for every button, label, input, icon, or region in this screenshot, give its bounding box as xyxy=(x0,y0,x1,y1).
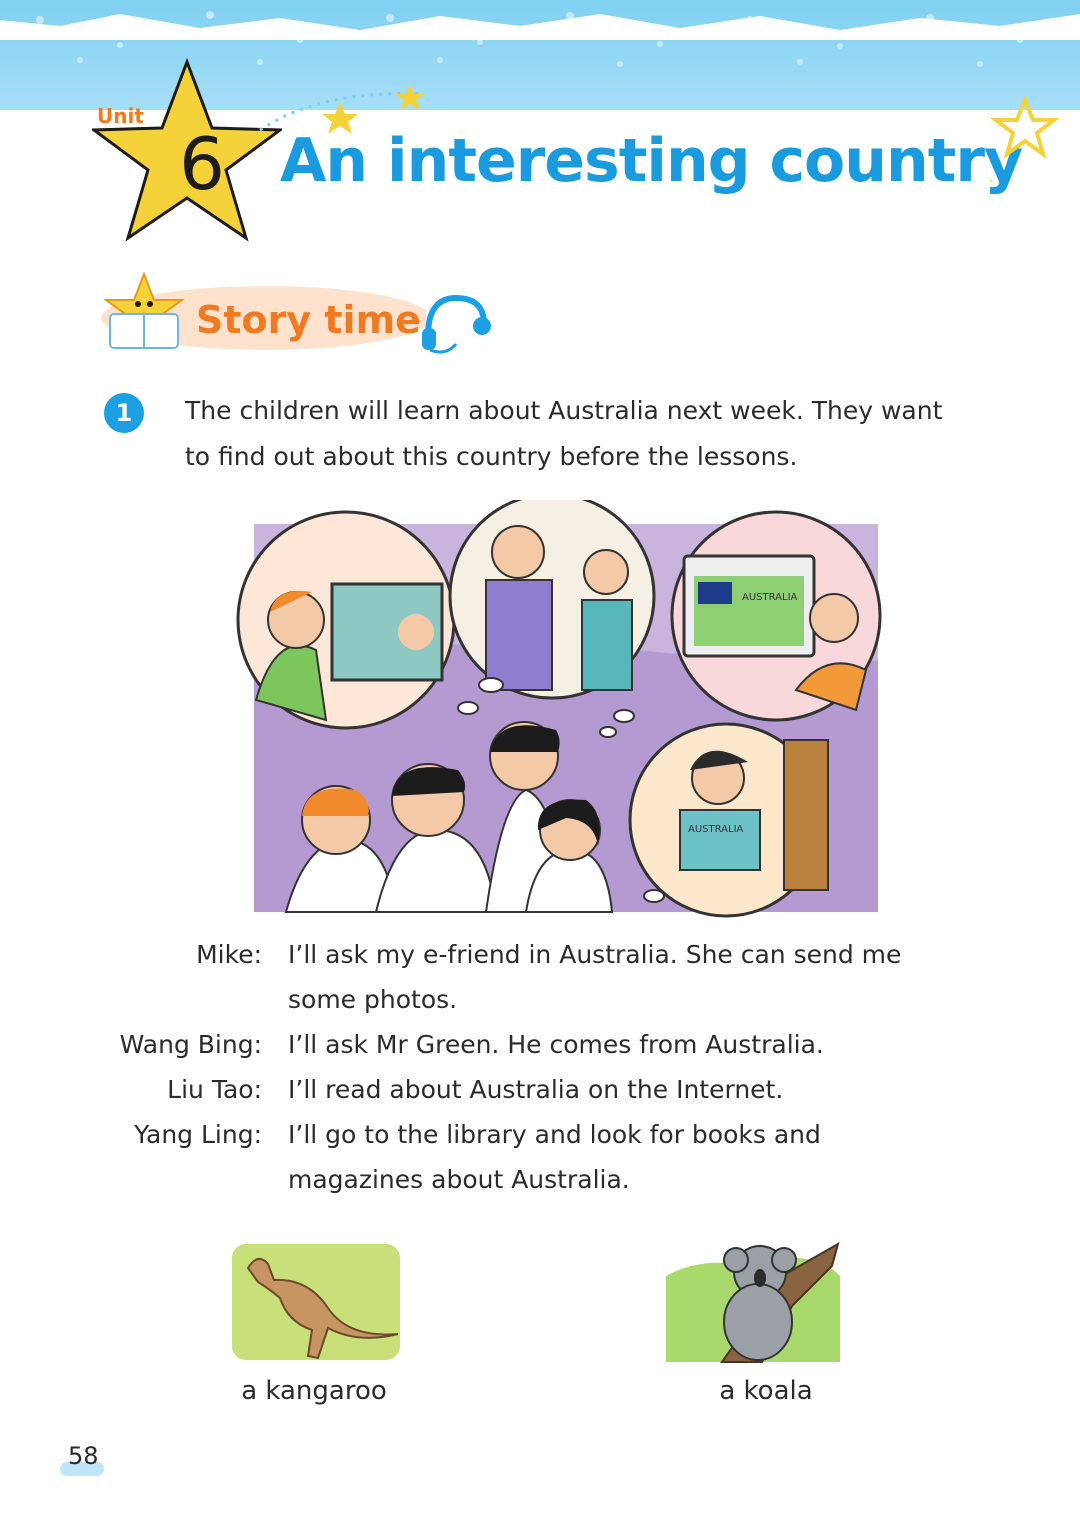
speech: some photos. xyxy=(288,985,458,1014)
dotted-star-trail xyxy=(250,80,440,140)
corner-stars xyxy=(990,96,1060,206)
bubble-mr-green xyxy=(450,500,654,698)
banner-torn-edge xyxy=(0,0,1080,40)
speaker: Wang Bing: xyxy=(119,1030,262,1059)
animal-caption: a koala xyxy=(719,1376,813,1406)
animal-caption: a kangaroo xyxy=(241,1376,387,1406)
koala-picture xyxy=(662,1236,844,1366)
speech: I’ll ask my e-friend in Australia. She can send me xyxy=(288,940,902,969)
step-number-badge: 1 xyxy=(104,393,144,433)
kangaroo-picture xyxy=(228,1238,404,1364)
book-text: AUSTRALIA xyxy=(688,824,744,835)
speaker: Mike: xyxy=(196,940,262,969)
bubble-video-chat xyxy=(238,512,454,728)
screen-text: AUSTRALIA xyxy=(742,592,798,603)
speech: I’ll go to the library and look for books and xyxy=(288,1120,821,1149)
speech: magazines about Australia. xyxy=(288,1165,630,1194)
page-number: 58 xyxy=(68,1442,99,1470)
speech: I’ll read about Australia on the Internet. xyxy=(288,1075,784,1104)
intro-text: The children will learn about Australia next week. They want to find out about this country before the lessons. xyxy=(185,396,943,471)
speech: I’ll ask Mr Green. He comes from Australia. xyxy=(288,1030,824,1059)
speaker: Liu Tao: xyxy=(167,1075,262,1104)
bubble-library xyxy=(630,724,828,916)
bubble-computer xyxy=(672,512,880,720)
unit-label: Unit xyxy=(97,104,144,128)
unit-title: An interesting country xyxy=(280,126,1023,196)
headphones-icon[interactable] xyxy=(416,288,496,358)
unit-number: 6 xyxy=(179,122,225,206)
speaker: Yang Ling: xyxy=(134,1120,262,1149)
story-illustration xyxy=(236,500,886,920)
section-title: Story time xyxy=(196,298,421,342)
